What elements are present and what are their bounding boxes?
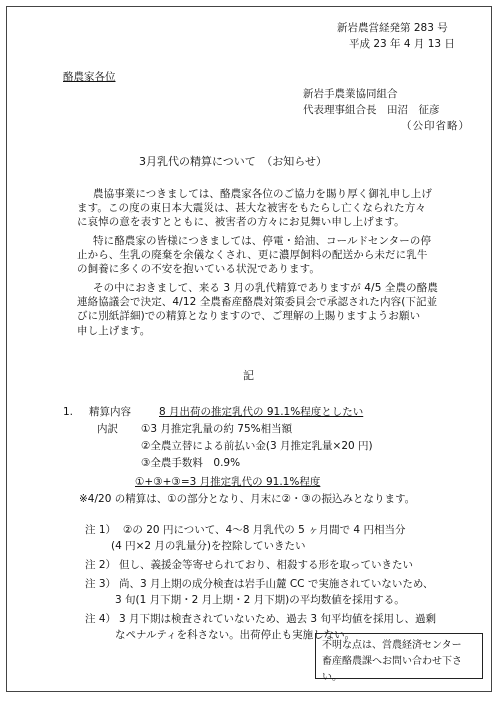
- seal-omitted: （公印省略）: [401, 120, 470, 132]
- contact-box: [315, 633, 483, 683]
- note-3-line-1: 尚、3 月上期の成分検査は岩手山麓 CC で実施されていないため、: [119, 578, 434, 590]
- breakdown-item-3: ③全農手数料 0.9%: [141, 457, 241, 469]
- note-1-line-1: ②の 20 円について、4～8 月乳代の 5 ヶ月間で 4 円相当分: [123, 524, 406, 536]
- sender-org: 新岩手農業協同組合: [303, 88, 398, 100]
- sender-title-name: 代表理事組合長 田沼 征彦: [303, 104, 440, 116]
- note-4-label: 注 4）: [85, 613, 117, 625]
- recipient: 酪農家各位: [63, 71, 116, 83]
- section1-label: 精算内容: [89, 406, 131, 418]
- paragraph-2: 特に酪農家の皆様につきましては、停電・給油、コールドセンターの停 止から、生乳の廃棄を余儀なくされ、更に濃厚飼料の配送から未だに乳牛 の飼養に多くの不安を抱いている状況であります。: [77, 235, 432, 276]
- paragraph-1: 農協事業につきましては、酪農家各位のご協力を賜り厚く御礼申し上げ ます。この度の東日本大震災は、甚大な被害をもたらし亡くなられた方々 に哀悼の意を表すとともに、被害者の方々にお見舞い申し上げます。: [77, 188, 432, 229]
- doc-date: 平成 23 年 4 月 13 日: [349, 38, 455, 50]
- section1-headline: 8 月出荷の推定乳代の 91.1%程度としたい: [159, 406, 364, 418]
- breakdown-item-1: ①3 月推定乳量の約 75%相当額: [141, 423, 293, 435]
- note-1-label: 注 1）: [85, 524, 117, 536]
- subject: 3月乳代の精算について （お知らせ）: [139, 155, 327, 168]
- note-3-line-2: 3 旬(1 月下期・2 月上期・2 月下期)の平均数値を採用する。: [115, 594, 405, 606]
- section1-number: 1.: [63, 406, 74, 418]
- doc-number: 新岩農営経発第 283 号: [337, 22, 448, 34]
- paragraph-3: その中におきまして、来る 3 月の乳代精算でありますが 4/5 全農の酪農 連絡協議会で決定、4/12 全農畜産酪農対策委員会で承認された内容(下記並 びに別紙詳細)での精算となりますので、ご理解の上賜りますようお願い 申し上げます。: [77, 282, 438, 337]
- note-2-line-1: 但し、義援金等寄せられており、相殺する形を取っていきたい: [119, 559, 413, 571]
- note-2-label: 注 2）: [85, 559, 117, 571]
- ki-heading: 記: [243, 369, 254, 382]
- note-4-line-2: なペナルティを科さない。出荷停止も実施しない。: [115, 629, 356, 641]
- document-page: [6, 6, 492, 692]
- contact-line-1: 不明な点は、営農経済センター: [322, 640, 462, 651]
- note-1-line-2: (4 円×2 月の乳量分)を控除していきたい: [111, 540, 306, 552]
- note-3-label: 注 3）: [85, 578, 117, 590]
- contact-line-2: 畜産酪農課へお問い合わせ下さい。: [322, 656, 462, 683]
- formula: ①+③+③=3 月推定乳代の 91.1%程度: [135, 476, 321, 488]
- note-4-20: ※4/20 の精算は、①の部分となり、月末に②・③の振込みとなります。: [79, 493, 416, 505]
- note-4-line-1: 3 月下期は検査されていないため、過去 3 旬平均値を採用し、過剰: [119, 613, 436, 625]
- breakdown-item-2: ②全農立替による前払い金(3 月推定乳量×20 円): [141, 440, 373, 452]
- breakdown-label: 内訳: [97, 423, 118, 435]
